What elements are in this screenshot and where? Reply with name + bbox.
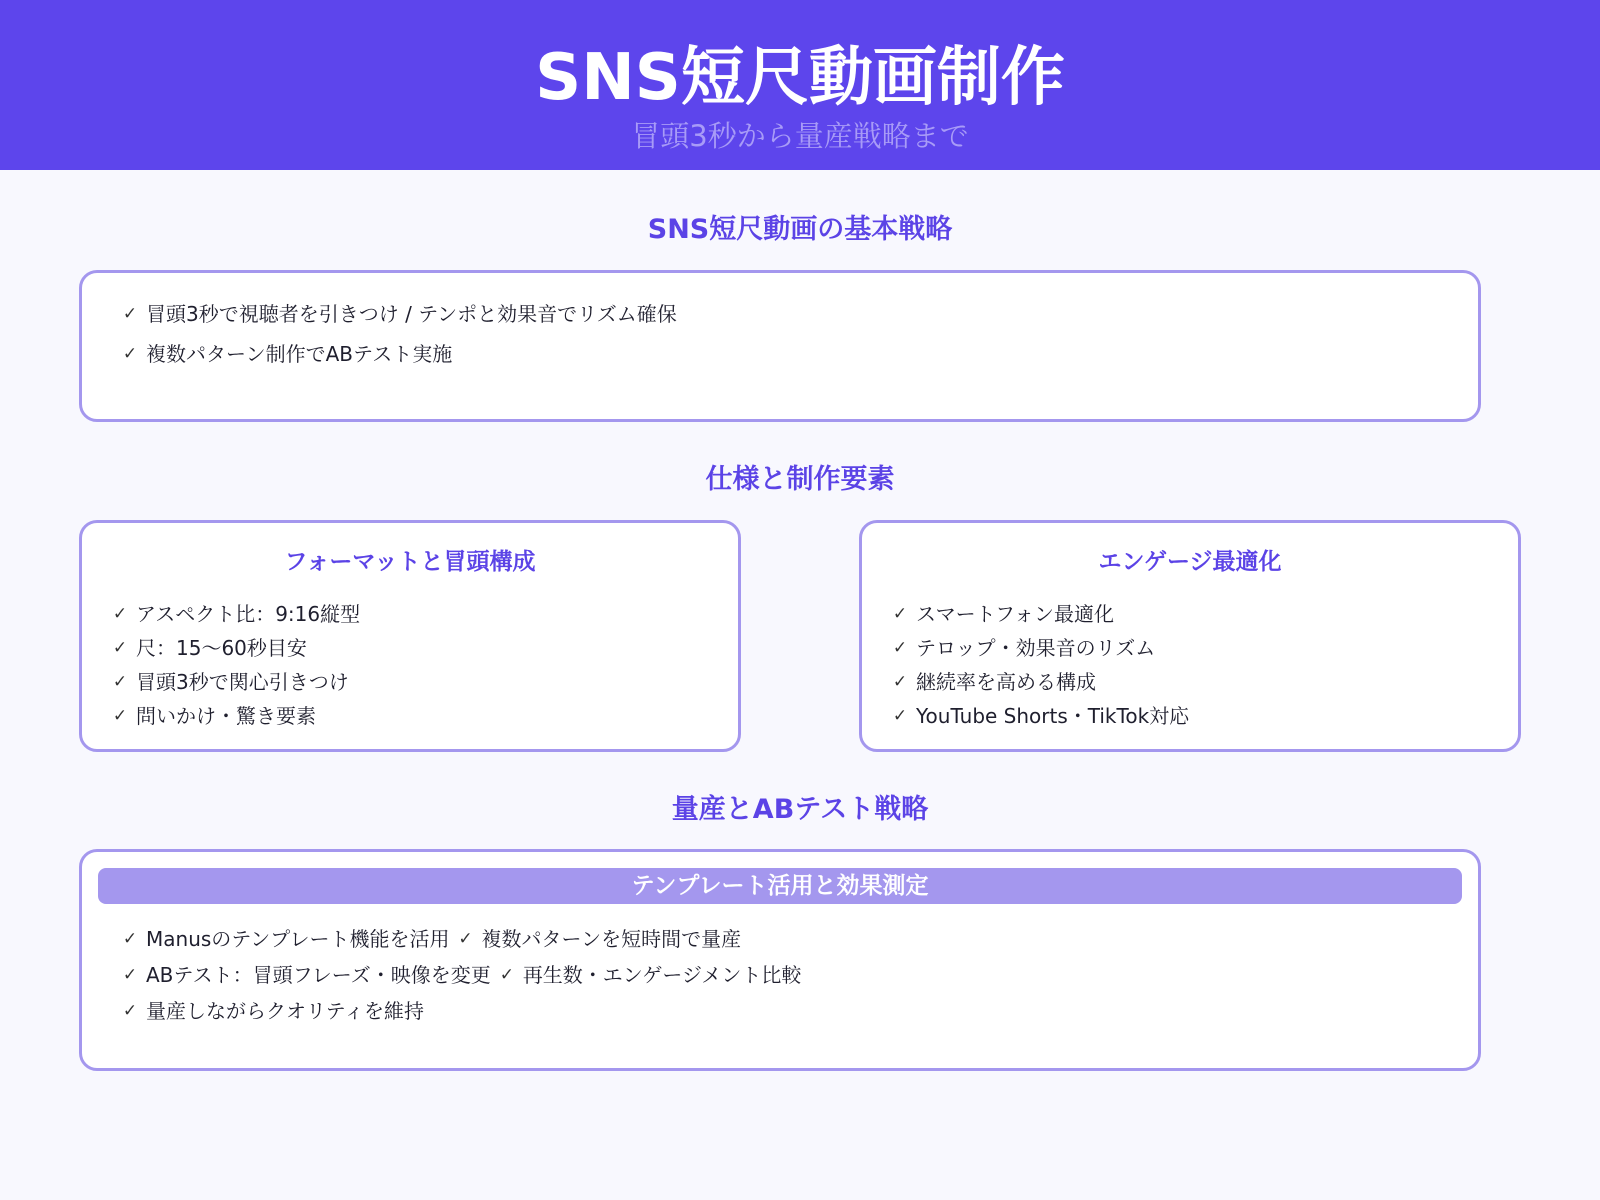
list-item-text: スマートフォン最適化 — [916, 602, 1114, 626]
check-icon: ✓ — [112, 706, 128, 726]
section-heading-basic-strategy: SNS短尺動画の基本戦略 — [647, 214, 953, 245]
section-heading-mass-production: 量産とABテスト戦略 — [671, 794, 929, 825]
page-title: SNS短尺動画制作 — [535, 41, 1065, 115]
check-icon: ✓ — [892, 672, 908, 692]
check-icon: ✓ — [122, 344, 138, 364]
list-item-text: YouTube Shorts・TikTok対応 — [916, 704, 1190, 728]
list-item-text: 冒頭3秒で関心引きつけ — [136, 670, 349, 694]
list-item-text: ABテスト：冒頭フレーズ・映像を変更 — [146, 963, 491, 987]
list-item-text: 複数パターン制作でABテスト実施 — [146, 342, 453, 366]
list-item — [892, 635, 1189, 661]
list-item — [112, 703, 360, 729]
list-item-text: アスペクト比：9:16縦型 — [136, 602, 361, 626]
list-item — [892, 703, 1189, 729]
list-item-text: Manusのテンプレート機能を活用 — [146, 927, 450, 951]
template-banner: テンプレート活用と効果測定 — [98, 868, 1462, 904]
list-item — [112, 669, 360, 695]
list-item — [122, 301, 677, 327]
format-card-title: フォーマットと冒頭構成 — [284, 549, 536, 575]
check-icon: ✓ — [122, 1001, 138, 1021]
check-icon: ✓ — [122, 304, 138, 324]
list-item-text: 尺：15〜60秒目安 — [136, 636, 307, 660]
page-subtitle: 冒頭3秒から量産戦略まで — [631, 119, 969, 153]
header-banner — [0, 0, 1600, 170]
list-item-text: テロップ・効果音のリズム — [916, 636, 1156, 660]
check-icon: ✓ — [112, 638, 128, 658]
list-item-text: 問いかけ・驚き要素 — [136, 704, 316, 728]
check-icon: ✓ — [892, 604, 908, 624]
list-item-text: 複数パターンを短時間で量産 — [481, 927, 742, 951]
check-icon: ✓ — [112, 604, 128, 624]
list-item — [122, 998, 801, 1024]
check-icon: ✓ — [122, 929, 138, 949]
check-icon: ✓ — [112, 672, 128, 692]
format-card — [79, 520, 741, 752]
check-icon: ✓ — [458, 929, 473, 949]
list-item — [122, 962, 801, 988]
list-item — [122, 341, 677, 367]
list-item — [112, 635, 360, 661]
check-icon: ✓ — [122, 965, 138, 985]
list-item-text: 継続率を高める構成 — [916, 670, 1096, 694]
check-icon: ✓ — [499, 965, 514, 985]
list-item — [112, 601, 360, 627]
list-item — [892, 669, 1189, 695]
section-heading-specs: 仕様と制作要素 — [705, 464, 895, 495]
engage-card-title: エンゲージ最適化 — [1098, 549, 1282, 575]
list-item-text: 再生数・エンゲージメント比較 — [522, 963, 802, 987]
check-icon: ✓ — [892, 706, 908, 726]
engage-card — [859, 520, 1521, 752]
check-icon: ✓ — [892, 638, 908, 658]
list-item — [122, 926, 801, 952]
list-item — [892, 601, 1189, 627]
list-item-text: 冒頭3秒で視聴者を引きつけ / テンポと効果音でリズム確保 — [146, 302, 677, 326]
list-item-text: 量産しながらクオリティを維持 — [146, 999, 424, 1023]
basic-strategy-card — [79, 270, 1481, 422]
mass-production-card — [79, 849, 1481, 1071]
